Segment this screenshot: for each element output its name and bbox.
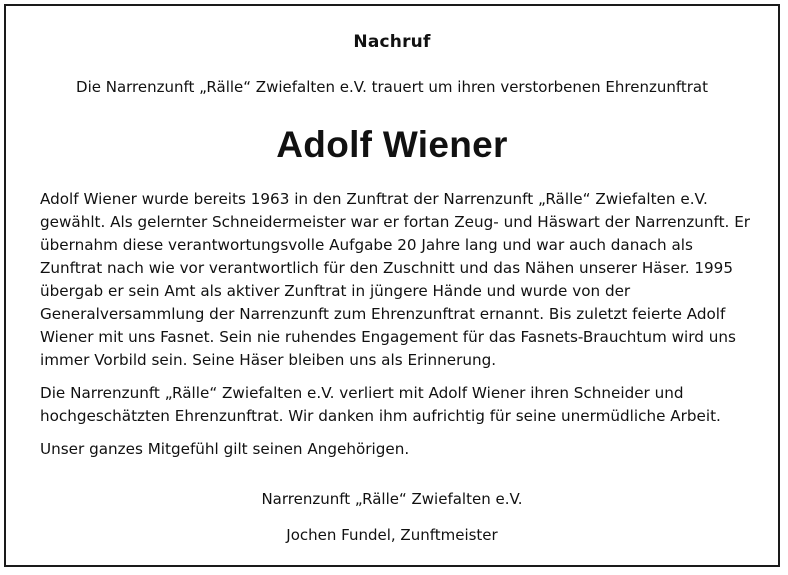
body-paragraph: Unser ganzes Mitgefühl gilt seinen Angehörigen. xyxy=(40,440,410,458)
body-paragraph: Die Narrenzunft „Rälle“ Zwiefalten e.V. verliert mit Adolf Wiener ihren Schneider und hochgeschätzten Ehrenzunftrat. Wir danken ihm aufrichtig für seine unermüdliche Arbeit. xyxy=(40,384,721,425)
deceased-name: Adolf Wiener xyxy=(276,124,508,165)
notice-heading: Nachruf xyxy=(353,32,431,52)
signature-organization: Narrenzunft „Rälle“ Zwiefalten e.V. xyxy=(261,490,523,508)
notice-intro: Die Narrenzunft „Rälle“ Zwiefalten e.V. trauert um ihren verstorbenen Ehrenzunftrat xyxy=(76,78,708,96)
body-paragraph: Adolf Wiener wurde bereits 1963 in den Zunftrat der Narrenzunft „Rälle“ Zwiefalten e.V. gewählt. Als gelernter Schneidermeister war er fortan Zeug- und Häswart der Narrenzunft. Er übernahm diese verantwortungsvolle Aufgabe 20 Jahre lang und war auch danach als Zunftrat nach wie vor verantwortlich für den Zuschnitt und das Nähen unserer Häser. 1995 übergab er sein Amt als aktiver Zunftrat in jüngere Hände und wurde von der Generalversammlung der Narrenzunft zum Ehrenzunftrat ernannt. Bis zuletzt feierte Adolf Wiener mit uns Fasnet. Sein nie ruhendes Engagement für das Fasnets-Brauchtum wird uns immer Vorbild sein. Seine Häser bleiben uns als Erinnerung. xyxy=(40,190,751,369)
signature-person: Jochen Fundel, Zunftmeister xyxy=(286,526,498,544)
obituary-notice xyxy=(4,4,780,567)
notice-body xyxy=(40,188,752,461)
